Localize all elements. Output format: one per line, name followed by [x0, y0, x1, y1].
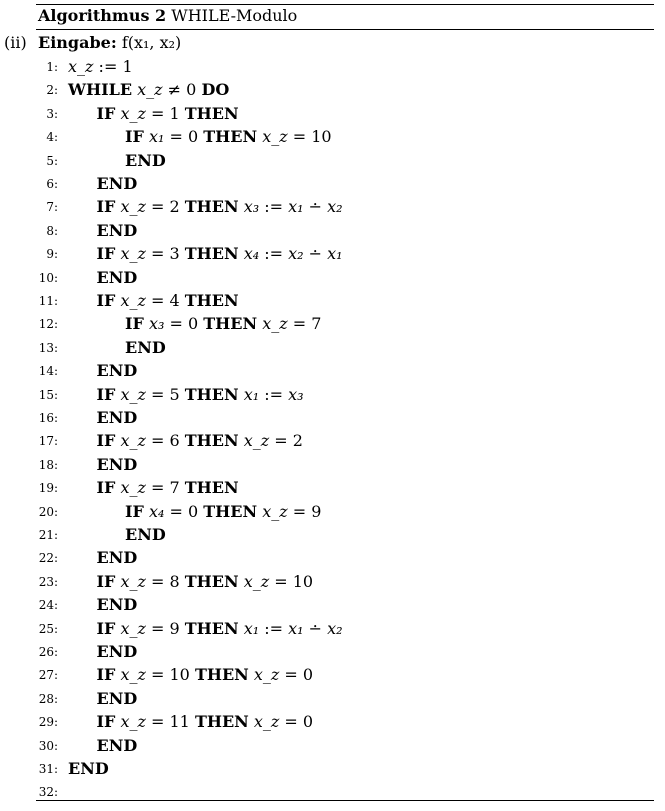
algorithm-line: [0, 618, 665, 640]
algorithm-line: [0, 360, 665, 382]
line-code: WHILE x_z ≠ 0 DO: [68, 80, 230, 100]
line-number: 5:: [46, 153, 58, 168]
line-number: 8:: [46, 223, 58, 238]
line-code: END: [96, 408, 138, 427]
algorithm-line: [0, 150, 665, 172]
input-line: [38, 33, 181, 53]
line-code: END: [96, 361, 138, 381]
line-number: 31:: [38, 762, 58, 776]
algorithm-line: [0, 454, 665, 476]
line-code: IF x₃ = 0 THEN x_z = 7: [125, 314, 322, 334]
line-code: IF x_z = 8 THEN x_z = 10: [96, 571, 314, 591]
line-number: 11:: [38, 294, 58, 308]
line-number: 18:: [38, 457, 58, 472]
line-number: 10:: [38, 270, 58, 285]
line-number: 2:: [46, 83, 58, 98]
line-number: 25:: [38, 621, 58, 636]
algorithm-title: WHILE-Modulo: [171, 6, 298, 25]
algorithm-line: [0, 384, 665, 406]
input-keyword: Eingabe:: [38, 33, 117, 52]
line-number: 1:: [46, 60, 58, 74]
line-number: 19:: [38, 481, 58, 496]
line-number: 22:: [38, 551, 58, 566]
algorithm-line: [0, 337, 665, 359]
line-code: IF x_z = 9 THEN x₁ := x₁ ∸ x₂: [96, 618, 343, 638]
line-code: IF x_z = 1 THEN: [96, 103, 239, 123]
line-code: IF x_z = 7 THEN: [96, 478, 239, 498]
algorithm-line: [0, 79, 665, 101]
line-code: IF x_z = 2 THEN x₃ := x₁ ∸ x₂: [96, 197, 343, 217]
algorithm-line: [0, 220, 665, 242]
line-number: 32:: [38, 785, 58, 800]
algorithm-line: [0, 758, 665, 780]
line-code: IF x_z = 10 THEN x_z = 0: [96, 665, 314, 685]
algorithm-line: [0, 290, 665, 312]
line-number: 9:: [46, 247, 58, 262]
line-code: END: [125, 150, 166, 170]
algorithm-line: [0, 407, 665, 429]
algorithm-line: [0, 126, 665, 148]
algorithm-line: [0, 173, 665, 195]
line-number: 21:: [38, 528, 58, 542]
line-code: END: [96, 454, 138, 474]
bottom-rule: [36, 800, 654, 801]
line-code: IF x_z = 6 THEN x_z = 2: [96, 431, 303, 451]
line-number: 26:: [38, 645, 58, 659]
line-code: x_z := 1: [68, 57, 133, 76]
line-code: IF x_z = 3 THEN x₄ := x₂ ∸ x₁: [96, 244, 343, 264]
algorithm-line: [0, 501, 665, 523]
line-number: 27:: [38, 668, 58, 683]
line-code: END: [96, 595, 138, 615]
line-code: END: [96, 735, 138, 755]
algorithm-line: [0, 711, 665, 733]
line-number: 6:: [46, 177, 58, 191]
algorithm-line: [0, 477, 665, 499]
line-number: 12:: [38, 317, 58, 332]
line-code: END: [96, 642, 138, 661]
top-rule: [36, 4, 654, 5]
algorithm-line: [0, 664, 665, 686]
item-label: (ii): [4, 33, 27, 52]
line-code: END: [125, 525, 166, 544]
caption-rule: [36, 29, 654, 30]
line-number: 23:: [38, 574, 58, 589]
line-number: 24:: [38, 598, 58, 613]
algorithm-line: [0, 313, 665, 335]
line-code: END: [96, 688, 138, 708]
line-code: IF x_z = 11 THEN x_z = 0: [96, 712, 314, 732]
line-number: 29:: [38, 715, 58, 730]
algorithm-line: [0, 267, 665, 289]
algorithm-line: [0, 430, 665, 452]
line-code: END: [96, 220, 138, 240]
line-code: END: [68, 759, 109, 778]
line-code: END: [96, 267, 138, 287]
algorithm-line: [0, 56, 665, 78]
algorithm-caption-label: Algorithmus 2: [38, 6, 167, 25]
algorithm-line: [0, 524, 665, 546]
algorithm-caption: [38, 6, 297, 26]
algorithm-line: [0, 196, 665, 218]
line-number: 28:: [38, 691, 58, 706]
algorithm-line: [0, 571, 665, 593]
line-code: END: [125, 337, 166, 357]
algorithm-line: [0, 594, 665, 616]
algorithm-line: [0, 103, 665, 125]
line-number: 3:: [46, 106, 58, 121]
line-code: IF x₄ = 0 THEN x_z = 9: [125, 501, 322, 521]
line-code: END: [96, 548, 138, 568]
line-number: 15:: [38, 387, 58, 402]
line-number: 20:: [38, 504, 58, 519]
line-number: 30:: [38, 738, 58, 753]
line-code: IF x_z = 4 THEN: [96, 291, 239, 310]
line-number: 7:: [46, 200, 58, 215]
input-value: f(x₁, x₂): [121, 33, 182, 52]
line-code: IF x_z = 5 THEN x₁ := x₃: [96, 384, 304, 404]
line-number: 16:: [38, 411, 58, 425]
line-code: IF x₁ = 0 THEN x_z = 10: [125, 127, 332, 147]
line-number: 17:: [38, 434, 58, 449]
algorithm-line: [0, 641, 665, 663]
algorithm-line: [0, 688, 665, 710]
line-number: 14:: [38, 364, 58, 379]
algorithm-line: [0, 735, 665, 757]
line-number: 4:: [46, 130, 58, 145]
line-number: 13:: [38, 340, 58, 355]
algorithm-line: [0, 547, 665, 569]
algorithm-line: [0, 243, 665, 265]
line-code: END: [96, 174, 138, 193]
